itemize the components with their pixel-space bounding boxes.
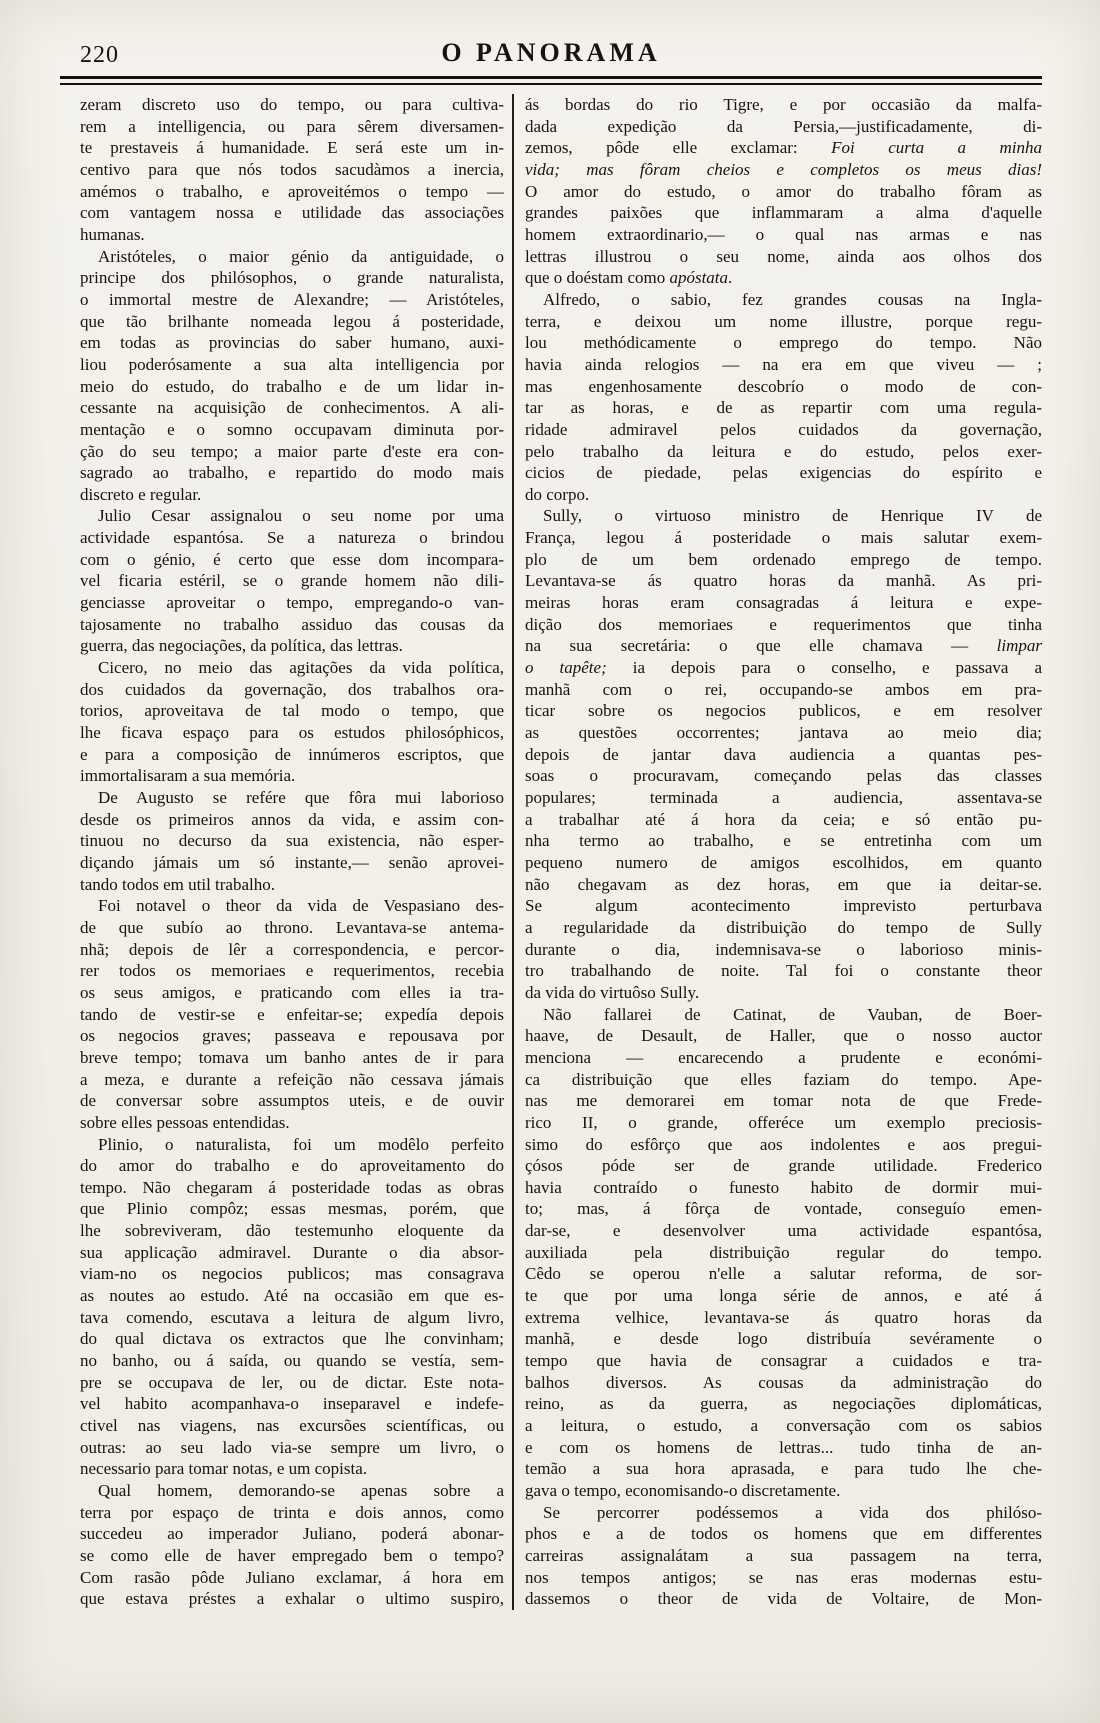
text-line: pre se occupava de ler, ou de dictar. Este nota- [80, 1372, 504, 1392]
text-line: discreto e regular. [80, 484, 202, 504]
text-line: os negocios graves; passeava e repousava por [80, 1026, 504, 1046]
text-line: que Plinio compôz; essas mesmas, porém, que [80, 1199, 504, 1219]
text-line: de conversar sobre assumptos uteis, e de ouvir [80, 1091, 504, 1111]
text-line: diçando jámais um só instante,— senão aprovei- [80, 852, 504, 872]
page-title: O PANORAMA [441, 38, 661, 67]
text-line: cessante na acquisição de conhecimentos. A ali- [80, 398, 504, 418]
text-line: principe dos philósophos, o grande naturalista, [80, 268, 504, 288]
text-line: lhe ficava espaço para os estudos philosóphicos, [80, 723, 504, 743]
text-line: succedeu ao imperador Juliano, poderá abonar- [80, 1524, 504, 1544]
text-line: dição dos memoriaes e requerimentos que tinha [525, 614, 1042, 634]
text-line: breve tempo; tomava um banho antes de ir para [80, 1047, 504, 1067]
text-line: dassemos o theor de vida de Voltaire, de Mon- [525, 1589, 1042, 1609]
text-line: homem extraordinario,— o qual nas armas e nas [525, 224, 1042, 244]
text-line: que o doéstam como apóstata. [525, 268, 733, 288]
text-line: pelo trabalho da leitura e do estudo, pelos exer- [525, 441, 1042, 461]
text-line: Se algum acontecimento imprevisto perturbava [525, 896, 1042, 916]
header-rule [60, 76, 1042, 85]
text-line: havia contraído o funesto habito de dormir mui- [525, 1177, 1042, 1197]
text-line: as noutes ao estudo. Até na occasião em que es- [80, 1286, 504, 1306]
text-line: de que subío ao throno. Levantava-se antema- [80, 917, 504, 937]
text-line: necessario para tomar notas, e um copista. [80, 1459, 368, 1479]
text-line: rer todos os memoriaes e requerimentos, recebia [80, 961, 504, 981]
text-line: ás bordas do rio Tigre, e por occasião da malfa- [525, 95, 1042, 114]
text-line: manhã, e desde logo distribuía sevéramente o [525, 1329, 1042, 1349]
text-line: plo de um bem ordenado emprego de tempo. [525, 549, 1042, 569]
text-line: lhe sobreviveram, dão testemunho eloquente da [80, 1221, 504, 1241]
text-line: cicios de piedade, pelas exigencias do espírito e [525, 463, 1042, 483]
text-line: torios, aproveitava de tal modo o tempo, que [80, 701, 504, 721]
text-line: tempo. Não chegaram á posteridade todas as obras [80, 1177, 504, 1197]
text-line: com o génio, é certo que esse dom incompara- [80, 549, 504, 569]
text-line: nas me demorarei em tomar nota de que Frede- [525, 1091, 1042, 1111]
text-line: Sully, o virtuoso ministro de Henrique IV de [543, 506, 1042, 526]
text-line: ticar sobre os negocios publicos, e em resolver [525, 701, 1042, 721]
text-line: simo do esfôrço que aos indolentes e aos pregui- [525, 1134, 1042, 1154]
text-line: actividade espantósa. Se a natureza o brindou [80, 528, 504, 548]
text-line: dada expedição da Persia,—justificadamente, di- [525, 116, 1042, 136]
text-line: vida; mas fôram cheios e completos os meus dias! [525, 159, 1042, 179]
text-line: immortalisaram a sua memória. [80, 766, 296, 786]
text-line: Se percorrer podéssemos a vida dos philóso- [543, 1502, 1042, 1522]
text-line: tajosamente no trabalho assiduo das cousas da [80, 614, 504, 634]
text-line: guerra, das negociações, da política, das lettras. [80, 636, 403, 656]
text-line: que estava préstes a exhalar o ultimo suspiro, [80, 1589, 504, 1609]
text-line: humanas. [80, 224, 145, 244]
text-line: terra por espaço de trinta e dois annos, como [80, 1502, 504, 1522]
text-line: Com rasão pôde Juliano exclamar, á hora em [80, 1567, 504, 1587]
text-line: nhã; depois de lêr a correspondencia, e percor- [80, 939, 504, 959]
text-line: mentação e o somno occupavam diminuta por- [80, 419, 504, 439]
text-line: que tão brilhante nomeada legou á posteridade, [80, 311, 504, 331]
text-line: liou poderósamente a sua alta intelligencia por [80, 354, 504, 374]
text-line: ção do seu tempo; a maior parte d'este era con- [80, 441, 504, 461]
text-line: Cicero, no meio das agitações da vida política, [98, 658, 504, 678]
text-line: com vantagem nossa e utilidade das associações [80, 203, 504, 223]
text-line: rico II, o grande, offeréce um exemplo preciosis- [525, 1112, 1042, 1132]
text-line: ca distribuição que elles faziam do tempo. Ape- [525, 1069, 1042, 1089]
text-line: no banho, ou á saída, ou quando se vestía, sem- [80, 1351, 504, 1371]
text-line: a trabalhar até á hora da ceia; e só então pu- [525, 809, 1042, 829]
text-line: tando de vestir-se e enfeitar-se; expedía depois [80, 1004, 504, 1024]
text-line: reino, as da guerra, as negociações diplomáticas, [525, 1394, 1042, 1414]
text-line: Aristóteles, o maior génio da antiguidade, o [98, 246, 504, 266]
text-line: e para a composição de innúmeros escriptos, que [80, 744, 504, 764]
text-line: desde os primeiros annos da vida, e assim con- [80, 809, 504, 829]
text-line: extrema velhice, levantava-se ás quatro horas da [525, 1307, 1042, 1327]
text-line: durante o dia, indemnisava-se o laborioso minis- [525, 939, 1042, 959]
text-line: amémos o trabalho, e aproveitémos o tempo — [80, 181, 504, 201]
text-line: auxiliada pela distribuição regular do tempo. [525, 1242, 1042, 1262]
text-line: menciona — encarecendo a prudente e económi- [525, 1047, 1042, 1067]
text-line: zemos, pôde elle exclamar: Foi curta a minha [525, 138, 1042, 158]
text-line: os seus amigos, e praticando com elles ia tra- [80, 982, 504, 1002]
text-line: phos e a de todos os homens que em differentes [525, 1524, 1042, 1544]
text-line: do qual dictava os extractos que lhe convinham; [80, 1329, 504, 1349]
text-line: Cêdo se operou n'elle a salutar reforma, de sor- [525, 1264, 1042, 1284]
text-line: pequeno numero de amigos escolhidos, em quanto [525, 852, 1042, 872]
column-left [60, 94, 512, 1610]
text-line: meio do estudo, do trabalho e de um lidar in- [80, 376, 504, 396]
text-line: Alfredo, o sabio, fez grandes cousas na Ingla- [543, 289, 1042, 309]
text-line: tro trabalhando de noite. Tal foi o constante theor [525, 961, 1042, 981]
text-line: tava comendo, escutava a leitura de algum livro, [80, 1307, 504, 1327]
text-line: a meza, e durante a refeição não cessava jámais [80, 1069, 504, 1089]
text-line: Plinio, o naturalista, foi um modêlo perfeito [98, 1134, 504, 1154]
text-line: nha termo ao trabalho, e se entretinha com um [525, 831, 1042, 851]
text-line: O amor do estudo, o amor do trabalho fôram as [525, 181, 1042, 201]
text-line: as questões occorrentes; jantava ao meio dia; [525, 723, 1042, 743]
text-line: o immortal mestre de Alexandre; — Aristóteles, [80, 289, 504, 309]
text-line: o tapête; ia depois para o conselho, e passava a [525, 658, 1042, 678]
text-line: vel habito acompanhava-o inseparavel e indefe- [80, 1394, 504, 1414]
text-line: havia ainda relogios — na era em que viveu — ; [525, 354, 1042, 374]
text-line: sobre elles pessoas entendidas. [80, 1112, 290, 1132]
text-line: ridade admiravel pelos cuidados da governação, [525, 419, 1042, 439]
text-line: a leitura, o estudo, a conversação com os sabios [525, 1416, 1042, 1436]
text-line: populares; terminada a audiencia, assentava-se [525, 788, 1042, 807]
text-line: gava o tempo, economisando-o discretamente. [525, 1481, 841, 1500]
column-right [514, 94, 1042, 1610]
text-line: viam-no os negocios publicos; mas consagrava [80, 1264, 504, 1284]
text-line: genciasse aproveitar o tempo, empregando-o van- [80, 593, 504, 613]
text-line: Qual homem, demorando-se apenas sobre a [98, 1481, 504, 1500]
text-line: lou methódicamente o emprego do tempo. Não [525, 333, 1042, 353]
text-line: na sua secretária: o que elle chamava — limpar [525, 636, 1042, 656]
text-line: França, legou á posteridade o mais salutar exem- [525, 528, 1042, 548]
text-line: em todas as provincias do saber humano, auxi- [80, 333, 504, 353]
text-line: sagrado ao trabalho, e repartido do modo mais [80, 463, 504, 483]
text-line: tar as horas, e de as repartir com uma regula- [525, 398, 1042, 418]
text-line: çósos póde ser de grande utilidade. Frederico [525, 1156, 1042, 1176]
text-line: Levantava-se ás quatro horas da manhã. As pri- [525, 571, 1042, 591]
text-columns [60, 94, 1042, 1610]
text-line: tempo que havia de consagrar a cuidados e tra- [525, 1351, 1042, 1371]
text-line: mas engenhosamente descobrío o modo de con- [525, 376, 1042, 396]
text-line: vel ficaria estéril, se o grande homem não dili- [80, 571, 504, 591]
text-line: te que por uma longa série de annos, e até á [525, 1286, 1042, 1306]
text-line: tando todos em util trabalho. [80, 874, 275, 894]
text-line: não chegavam as dez horas, em que ia deitar-se. [525, 874, 1042, 894]
text-line: depois de jantar dava audiencia a quantas pes- [525, 744, 1042, 764]
text-line: ctivel nas viagens, nas excursões scientíficas, ou [80, 1416, 504, 1436]
text-line: e com os homens de lettras... tudo tinha de an- [525, 1437, 1042, 1457]
text-line: se como elle de haver empregado bem o tempo? [80, 1545, 504, 1565]
text-line: balhos diversos. As cousas da administração do [525, 1372, 1042, 1392]
text-line: outras: ao seu lado via-se sempre um livro, o [80, 1437, 504, 1457]
text-line: to; mas, á fôrça de vontade, conseguío emen- [525, 1199, 1042, 1219]
text-line: meiras horas eram consagradas á leitura e expe- [525, 593, 1042, 613]
text-line: carreiras assignalátam a sua passagem na terra, [525, 1545, 1042, 1565]
text-line: Julio Cesar assignalou o seu nome por uma [98, 506, 504, 526]
text-line: nos tempos antigos; se nas eras modernas estu- [525, 1567, 1042, 1587]
text-line: Foi notavel o theor da vida de Vespasiano des- [98, 896, 504, 916]
text-line: da vida do virtuôso Sully. [525, 982, 700, 1002]
text-line: rem a intelligencia, ou para sêrem diversamen- [80, 116, 504, 136]
masthead [60, 36, 1042, 74]
text-line: manhã com o rei, occupando-se ambos em pra- [525, 679, 1042, 699]
text-line: sua applicação admiravel. Durante o dia absor- [80, 1242, 504, 1262]
page-number: 220 [80, 42, 119, 68]
text-line: te prestaveis á humanidade. E será este um in- [80, 138, 504, 158]
text-line: grandes paixões que inflammaram a alma d'aquelle [525, 203, 1042, 223]
text-line: dar-se, e desenvolver uma actividade espantósa, [525, 1221, 1042, 1241]
text-line: do corpo. [525, 484, 590, 504]
text-line: tinuou no decurso da sua existencia, não esper- [80, 831, 504, 851]
text-line: haave, de Desault, de Haller, que o nosso auctor [525, 1026, 1042, 1046]
text-line: a regularidade da distribuição do tempo de Sully [525, 917, 1042, 937]
text-line: do amor do trabalho e do aproveitamento do [80, 1156, 504, 1176]
text-line: terra, e deixou um nome illustre, porque regu- [525, 311, 1042, 331]
text-line: lettras illustrou o seu nome, ainda aos olhos dos [525, 246, 1042, 266]
text-line: temão a sua hora aprasada, e para tudo lhe che- [525, 1459, 1042, 1479]
text-line: Não fallarei de Catinat, de Vauban, de Boer- [543, 1004, 1042, 1024]
text-line: zeram discreto uso do tempo, ou para cultiva- [80, 95, 504, 114]
text-line: soas o procuravam, começando pelas das classes [525, 766, 1042, 786]
text-line: De Augusto se refére que fôra mui laborioso [98, 788, 504, 807]
text-line: dos cuidados da governação, dos trabalhos ora- [80, 679, 504, 699]
text-line: centivo para que nós todos sacudàmos a inercia, [80, 159, 504, 179]
